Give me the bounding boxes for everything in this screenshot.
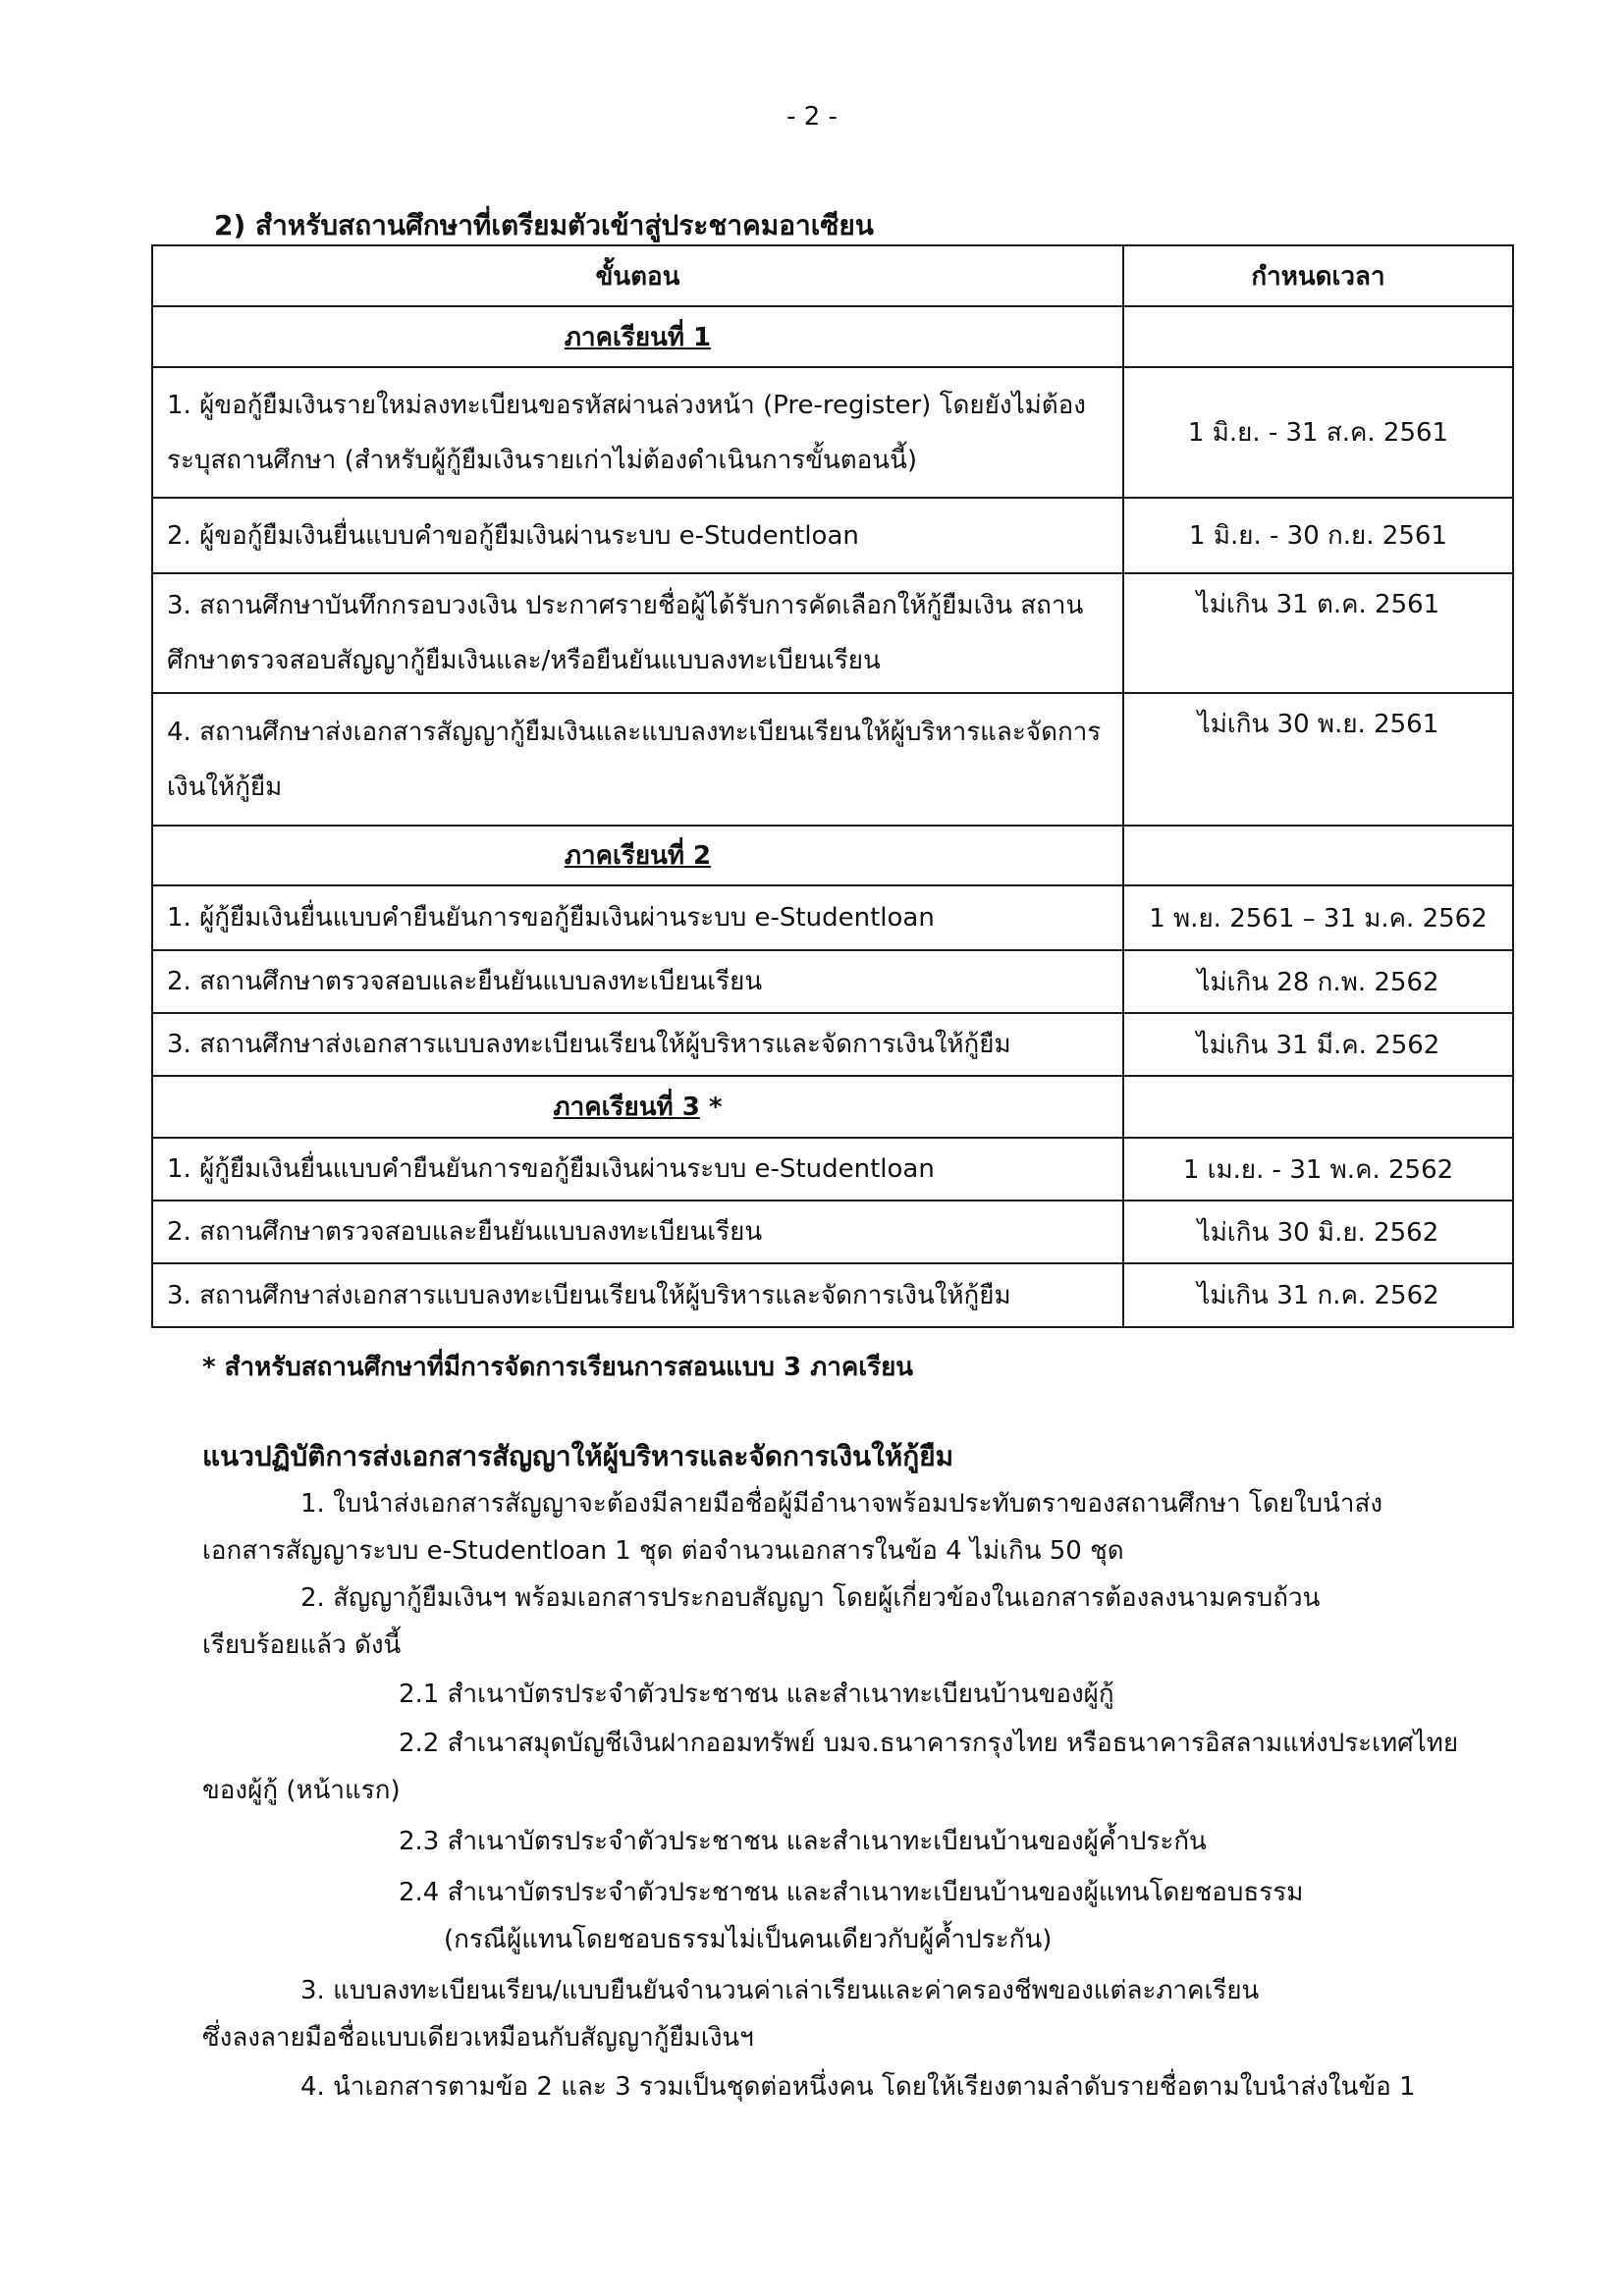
semester-row — [152, 826, 1513, 885]
guide-title: แนวปฏิบัติการส่งเอกสารสัญญาให้ผู้บริหารและจัดการเงินให้กู้ยืม — [202, 1440, 954, 1472]
guide-sub-2-3: 2.3 สำเนาบัตรประจำตัวประชาชน และสำเนาทะเบียนบ้านของผู้ค้ำประกัน — [399, 1827, 1207, 1856]
guide-item-1-line-1: 1. ใบนำส่งเอกสารสัญญาจะต้องมีลายมือชื่อผู้มีอำนาจพร้อมประทับตราของสถานศึกษา โดยใบนำส่ง — [300, 1489, 1383, 1519]
guide-item-2-line-1: 2. สัญญากู้ยืมเงินฯ พร้อมเอกสารประกอบสัญญา โดยผู้เกี่ยวข้องในเอกสารต้องลงนามครบถ้วน — [300, 1583, 1321, 1613]
table-row — [152, 498, 1513, 573]
guide-sub-2-4-line-1: 2.4 สำเนาบัตรประจำตัวประชาชน และสำเนาทะเบียนบ้านของผู้แทนโดยชอบธรรม — [399, 1878, 1304, 1907]
semester-row — [152, 1076, 1513, 1138]
time-cell: 1 มิ.ย. - 30 ก.ย. 2561 — [1123, 498, 1513, 573]
empty-time-cell — [1123, 306, 1513, 367]
step-cell: 3. สถานศึกษาบันทึกกรอบวงเงิน ประกาศรายชื่อผู้ได้รับการคัดเลือกให้กู้ยืมเงิน สถานศึกษาตรวจสอบสัญญากู้ยืมเงินและ/หรือยืนยันแบบลงทะเบียนเรียน — [152, 573, 1123, 693]
table-row — [152, 573, 1513, 693]
semester-3-title — [152, 1076, 1123, 1138]
step-cell: 2. สถานศึกษาตรวจสอบและยืนยันแบบลงทะเบียนเรียน — [152, 950, 1123, 1013]
step-cell: 4. สถานศึกษาส่งเอกสารสัญญากู้ยืมเงินและแบบลงทะเบียนเรียนให้ผู้บริหารและจัดการเงินให้กู้ยืม — [152, 693, 1123, 826]
semester-title-text: ภาคเรียนที่ 2 — [564, 841, 712, 871]
time-cell: ไม่เกิน 31 ต.ค. 2561 — [1123, 573, 1513, 693]
time-cell: 1 เม.ย. - 31 พ.ค. 2562 — [1123, 1138, 1513, 1201]
table-row — [152, 693, 1513, 826]
time-cell: ไม่เกิน 30 มิ.ย. 2562 — [1123, 1201, 1513, 1263]
time-cell: ไม่เกิน 31 ก.ค. 2562 — [1123, 1263, 1513, 1327]
table-row — [152, 1138, 1513, 1201]
guide-sub-2-4-line-2: (กรณีผู้แทนโดยชอบธรรมไม่เป็นคนเดียวกับผู้ค้ำประกัน) — [444, 1925, 1053, 1954]
table-row — [152, 1263, 1513, 1327]
page-number: - 2 - — [786, 102, 838, 132]
guide-item-4-line-1: 4. นำเอกสารตามข้อ 2 และ 3 รวมเป็นชุดต่อหนึ่งคน โดยให้เรียงตามลำดับรายชื่อตามใบนำส่งในข้อ 1 — [300, 2072, 1416, 2102]
section-title: 2) สำหรับสถานศึกษาที่เตรียมตัวเข้าสู่ประชาคมอาเซียน — [214, 209, 874, 241]
table-row — [152, 1201, 1513, 1263]
time-cell: ไม่เกิน 28 ก.พ. 2562 — [1123, 950, 1513, 1013]
empty-time-cell — [1123, 826, 1513, 885]
guide-item-3-line-2: ซึ่งลงลายมือชื่อแบบเดียวเหมือนกับสัญญากู้ยืมเงินฯ — [202, 2023, 754, 2053]
table-row — [152, 367, 1513, 498]
step-cell: 3. สถานศึกษาส่งเอกสารแบบลงทะเบียนเรียนให้ผู้บริหารและจัดการเงินให้กู้ยืม — [152, 1013, 1123, 1076]
step-cell: 1. ผู้กู้ยืมเงินยื่นแบบคำยืนยันการขอกู้ยืมเงินผ่านระบบ e-Studentloan — [152, 1138, 1123, 1201]
time-cell: 1 มิ.ย. - 31 ส.ค. 2561 — [1123, 367, 1513, 498]
guide-sub-2-1: 2.1 สำเนาบัตรประจำตัวประชาชน และสำเนาทะเบียนบ้านของผู้กู้ — [399, 1680, 1114, 1709]
step-cell: 1. ผู้กู้ยืมเงินยื่นแบบคำยืนยันการขอกู้ยืมเงินผ่านระบบ e-Studentloan — [152, 885, 1123, 950]
header-step: ขั้นตอน — [152, 245, 1123, 306]
guide-sub-2-2-line-1: 2.2 สำเนาสมุดบัญชีเงินฝากออมทรัพย์ บมจ.ธนาคารกรุงไทย หรือธนาคารอิสลามแห่งประเทศไทย — [399, 1729, 1459, 1758]
table-header-row — [152, 245, 1513, 306]
guide-sub-2-2-line-2: ของผู้กู้ (หน้าแรก) — [202, 1776, 401, 1805]
semester-title-text: ภาคเรียนที่ 3 — [553, 1093, 700, 1122]
guide-item-3-line-1: 3. แบบลงทะเบียนเรียน/แบบยืนยันจำนวนค่าเล่าเรียนและค่าครองชีพของแต่ละภาคเรียน — [300, 1976, 1260, 2005]
time-cell: ไม่เกิน 31 มี.ค. 2562 — [1123, 1013, 1513, 1076]
time-cell: ไม่เกิน 30 พ.ย. 2561 — [1123, 693, 1513, 826]
empty-time-cell — [1123, 1076, 1513, 1138]
step-cell: 2. ผู้ขอกู้ยืมเงินยื่นแบบคำขอกู้ยืมเงินผ่านระบบ e-Studentloan — [152, 498, 1123, 573]
schedule-table — [151, 244, 1514, 1328]
step-cell: 2. สถานศึกษาตรวจสอบและยืนยันแบบลงทะเบียนเรียน — [152, 1201, 1123, 1263]
semester-row — [152, 306, 1513, 367]
table-row — [152, 1013, 1513, 1076]
table-row — [152, 885, 1513, 950]
guide-item-2-line-2: เรียบร้อยแล้ว ดังนี้ — [202, 1630, 402, 1660]
semester-1-title — [152, 306, 1123, 367]
time-cell: 1 พ.ย. 2561 – 31 ม.ค. 2562 — [1123, 885, 1513, 950]
step-cell: 1. ผู้ขอกู้ยืมเงินรายใหม่ลงทะเบียนขอรหัสผ่านล่วงหน้า (Pre-register) โดยยังไม่ต้องระบุสถานศึกษา (สำหรับผู้กู้ยืมเงินรายเก่าไม่ต้องดำเนินการขั้นตอนนี้) — [152, 367, 1123, 498]
semester-title-text: ภาคเรียนที่ 1 — [564, 322, 712, 352]
guide-item-1-line-2: เอกสารสัญญาระบบ e-Studentloan 1 ชุด ต่อจำนวนเอกสารในข้อ 4 ไม่เกิน 50 ชุด — [202, 1536, 1124, 1566]
semester-title-suffix: * — [699, 1093, 723, 1122]
semester-2-title — [152, 826, 1123, 885]
header-time: กำหนดเวลา — [1123, 245, 1513, 306]
table-row — [152, 950, 1513, 1013]
footnote: * สำหรับสถานศึกษาที่มีการจัดการเรียนการสอนแบบ 3 ภาคเรียน — [202, 1353, 914, 1382]
step-cell: 3. สถานศึกษาส่งเอกสารแบบลงทะเบียนเรียนให้ผู้บริหารและจัดการเงินให้กู้ยืม — [152, 1263, 1123, 1327]
